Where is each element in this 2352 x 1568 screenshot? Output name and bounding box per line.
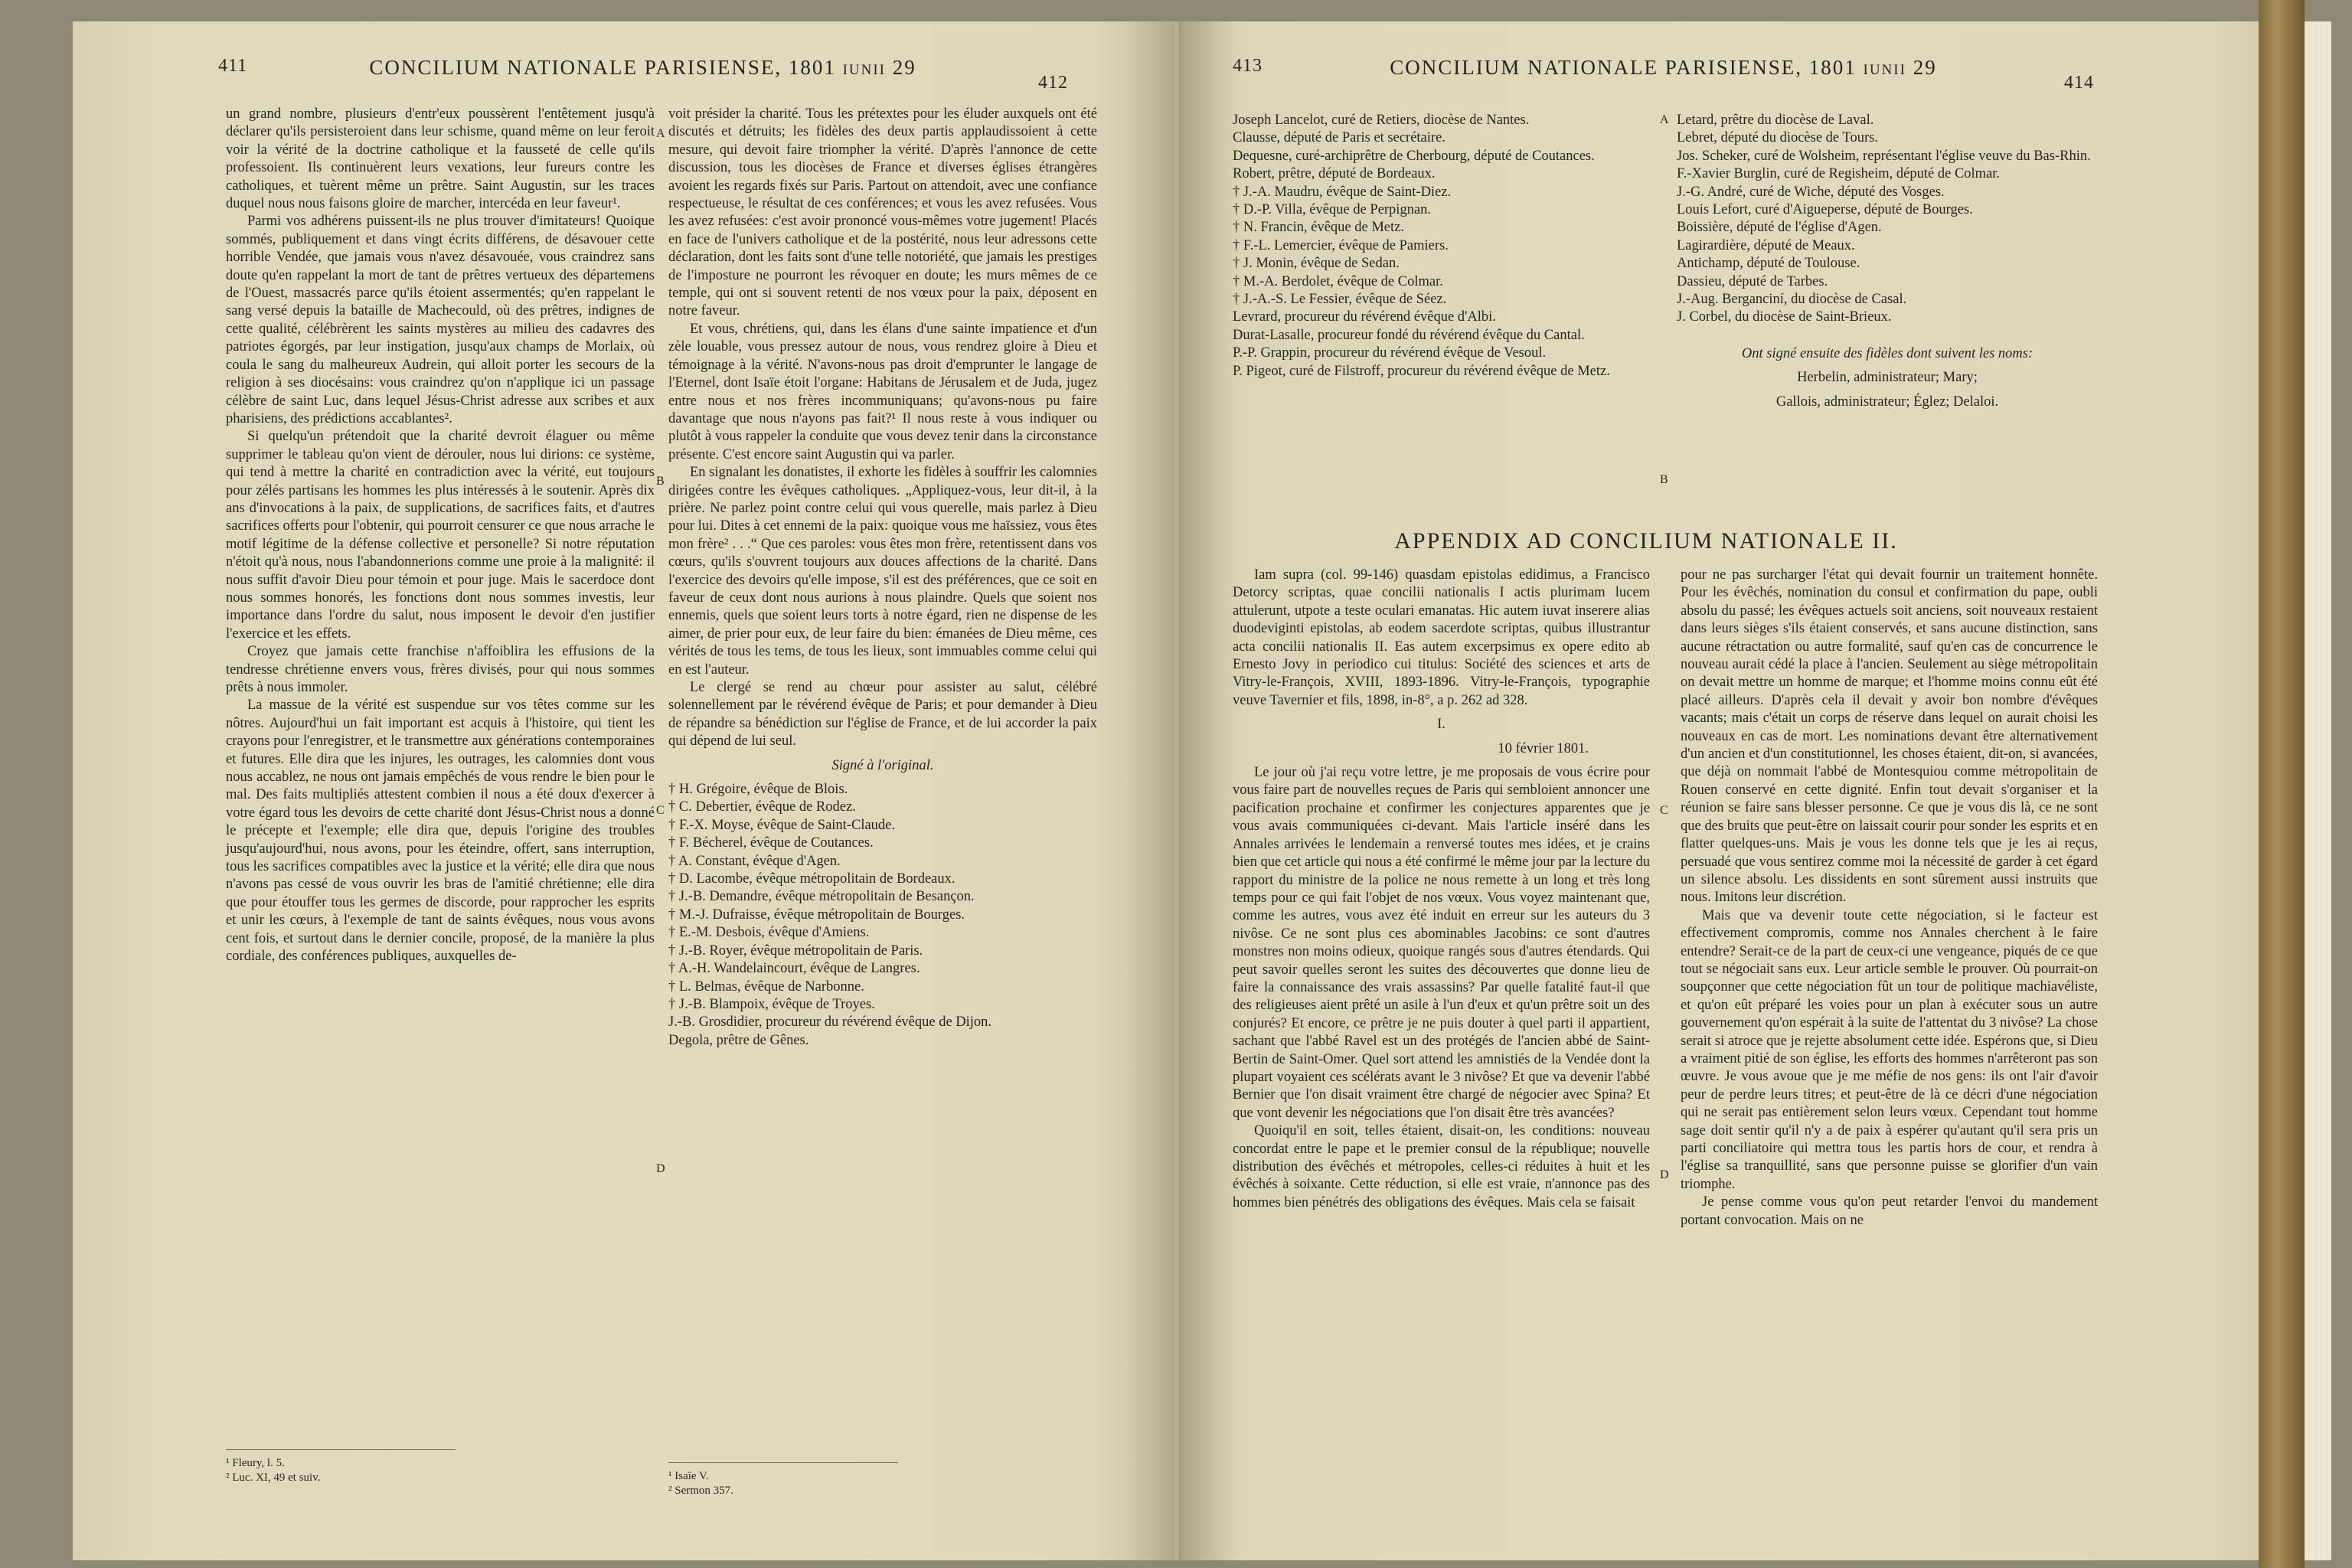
footnote: ² Luc. XI, 49 et suiv. [226, 1472, 321, 1484]
paragraph: En signalant les donatistes, il exhorte les fidèles à souffrir les calomnies dirigées contre les évêques catholiques. „Appliquez-vous, leur dit-il, à la prière. Ne parlez point contre celui qui vous querelle, mais parlez à Dieu pour lui. Dites à cet ennemi de la paix: quoique vous me haïssiez, vous êtes mon frère² . . .“ Que ces paroles: vous êtes mon frère, retentissent dans vos cœurs, qu'ils s'ouvrent toujours aux douces affections de la charité. Dans l'exercice des devoirs qu'elle impose, s'il est des préférences, que ce soit en faveur de ceux dont nous aurions à nous plaindre. Quels que soient nos ennemis, quels que soient leurs torts à notre égard, rien ne dispense de les aimer, de prier pour eux, de leur faire du bien: émanées de Dieu même, ces vérités de tous les tems, de tous les lieux, sont immuables comme celui qui en est l'auteur. [668, 465, 1097, 678]
signature-line: Lagirardière, député de Meaux. [1677, 237, 1855, 253]
signature-line: Dequesne, curé-archiprêtre de Cherbourg, député de Coutances. [1233, 148, 1595, 164]
signature-line: † J.-A. Maudru, évêque de Saint-Diez. [1233, 184, 1452, 200]
signature-line: † J.-B. Demandre, évêque métropolitain de Besançon. [668, 889, 975, 905]
letter-number: I. [1437, 717, 1446, 733]
left-page-header [218, 56, 1068, 102]
signature-line: Levrard, procureur du révérend évêque d'Albi. [1233, 309, 1496, 325]
paragraph: Parmi vos adhérens puissent-ils ne plus trouver d'imitateurs! Quoique sommés, publiquement et dans vingt écrits différens, de désavouer cette horrible Vendée, que jamais vous n'avez désavouée, vous craindrez sans doute qu'en rappelant la mort de tant de prêtres vertueux des départemens de l'Ouest, massacrés parce qu'ils étoient assermentés; qu'en rappelant le sang versé depuis la bataille de Machecould, où des prêtres, indignes de cette qualité, célébrèrent les saints mystères au milieu des cadavres des patriotes égorgés, par leur instigation, jusqu'aux champs de Morlaix, où coula le sang du malheureux Audrein, qui alloit porter les secours de la religion à ses diocésains: vous craindrez qu'on n'applique ici un passage célèbre de saint Luc, dans lequel Jésus-Christ adresse aux scribes et aux pharisiens, des prédictions accablantes². [226, 214, 655, 426]
signature-line: † N. Francin, évêque de Metz. [1233, 220, 1404, 236]
page-number-414: 414 [2064, 73, 2094, 93]
signature-line: J.-Aug. Berganciní, du diocèse de Casal. [1677, 292, 1907, 308]
paragraph: pour ne pas surcharger l'état qui devait fournir un traitement honnête. Pour les évêchés, nomination du consul et confirmation du pape, oubli absolu du passé; les évêques actuels soit anciens, soit nouveaux restaient dans leurs sièges s'ils étaient conservés, et sans aucune distinction, sans aucune rétractation ou autre formalité, sauf qu'en cas de concurrence le nouveau aurait cédé la place à l'ancien. Seulement au siège métropolitain on devait mettre un homme de marque; et l'homme moins connu eût été placé ailleurs. D'après cela il devait y avoir bon nombre d'évêques vacants; mais c'était un corps de réserve dans lequel on aurait choisi les nouveaux en cas de mort. Les nominations devant être alternativement d'un ancien et d'un constitutionnel, les choses étaient, dit-on, si avancées, que déjà on nommait l'abbé de Montesquiou comme métropolitain de Rouen conservé en cette dignité. Enfin tout devait s'organiser et la réunion se faire sans blesser personne. Ce que je vous dis là, ce ne sont que des bruits que peut-être on laissait courir pour sonder les esprits et en flatter quelques-uns. Mais je vous les donne tels que je les ai reçus, persuadé que vous sentirez comme moi la nécessité de garder à cet égard un silence absolu. Les dissidents en sont sûrement aussi instruits que nous. Imitons leur discrétion. [1681, 567, 2098, 906]
paragraph: Le jour où j'ai reçu votre lettre, je me proposais de vous écrire pour vous faire part de nouvelles reçues de Paris qui sembloient annoncer une pacification prochaine et confirmer les conjectures apparentes que je vous avais communiquées ci-devant. Mais l'article inséré dans les Annales arrivées le lendemain a renversé toutes mes idées, et je crains bien que cet article qui nous a été confirmé le même jour par la lecture du rapport du ministre de la police ne nous remette à un long et très long temps pour ce qui fait l'objet de nos vœux. Vous voyez maintenant que, comme les autres, vous avez été induit en erreur sur les auteurs du 3 nivôse. Ce ne sont plus ces abominables Jacobins: ce sont d'autres monstres non moins odieux, quoique rangés sous d'autres étendards. Qui peut savoir quelles seront les suites des découvertes que donne lieu de faire la connaissance des vrais assassins? Par quelle fatalité faut-il que des religieuses aient prêté un asile à l'un d'eux et qu'un prêtre soit un des conjurés? Et encore, ce prêtre je ne puis douter à quel parti il appartient, sachant que l'abbé Ravel est un des protégés de l'ancien abbé de Saint-Bertin de Saint-Omer. Quel sort attend les amnistiés de la Vendée dont la plupart voyaient ces scélérats avant le 3 nivôse? Et que va devenir l'abbé Bernier que l'on disait vraiment être chargé de négocier avec Spina? Et que vont devenir les négociations que l'on disait être très avancées? [1233, 765, 1651, 1121]
right-page [1179, 21, 2282, 1560]
paragraph: Le clergé se rend au chœur pour assister au salut, célébré solennellement par le révérend évêque de Paris; et pour demander à Dieu de répandre sa bénédiction sur l'église de France, et de lui accorder la paix qui dépend de lui seul. [668, 680, 1097, 750]
footnote: ¹ Fleury, l. 5. [226, 1457, 285, 1469]
footnote: ¹ Isaïe V. [668, 1470, 709, 1482]
signature-line: F.-Xavier Burglin, curé de Regisheim, député de Colmar. [1677, 166, 2001, 182]
signature-line: Jos. Scheker, curé de Wolsheim, représentant l'église veuve du Bas-Rhin. [1677, 148, 2091, 164]
signature-line: Letard, prêtre du diocèse de Laval. [1677, 113, 1874, 128]
signature-line: J. Corbel, du diocèse de Saint-Brieux. [1677, 309, 1892, 325]
signature-line: † A.-H. Wandelaincourt, évêque de Langres. [668, 961, 920, 977]
left-column-2 [638, 106, 1097, 1050]
signature-line: † M.-J. Dufraisse, évêque métropolitain de Bourges. [668, 906, 965, 923]
paragraph: Si quelqu'un prétendoit que la charité devroit élaguer ou même supprimer le tableau qu'on vient de dérouler, nous lui dirions: ce système, qui tend à mettre la charité en contradiction avec la vérité, eut toujours pour zélés partisans les hommes les plus intéressés à le soutenir. Après dix ans d'invocations à la paix, de supplications, de sacrifices faits, et d'autres sacrifices offerts pour l'obtenir, qui pourroit censurer ce que nous arrache le motif légitime de la défense collective et personelle? Si notre réputation n'étoit qu'à nous, nous l'abandonnerions comme une proie à la malignité: il nous suffit d'avoir Dieu pour témoin et pour juge. Mais le sacerdoce dont nous sommes honorés, les fonctions dont nous sommes investis, leur importance dans l'ordre du salut, nous imposent le devoir d'en justifier l'exercice et les effets. [226, 429, 655, 642]
margin-letter: B [1660, 473, 1668, 486]
margin-letter: D [1660, 1168, 1669, 1181]
signature-line: † F. Bécherel, évêque de Coutances. [668, 835, 874, 851]
paragraph: Croyez que jamais cette franchise n'affoiblira les effusions de la tendresse chrétienne envers vous, frères divisés, pour qui nous sommes prêts à nous immoler. [226, 644, 655, 695]
faithful-line: Herbelin, administrateur; Mary; [1797, 370, 1978, 386]
signature-line: † A. Constant, évêque d'Agen. [668, 853, 841, 869]
signature-line: † J.-B. Blampoix, évêque de Troyes. [668, 996, 875, 1012]
signature-line: † D. Lacombe, évêque métropolitain de Bordeaux. [668, 871, 956, 887]
signed-heading: Signé à l'original. [831, 757, 934, 773]
paragraph: Quoiqu'il en soit, telles étaient, disait-on, les conditions: nouveau concordat entre le pape et le premier consul de la république; nouvelle distribution des évêchés et métropoles, celles-ci réduites à huit et les évêchés à soixante. Cette réduction, si elle est vraie, n'annonce pas des hommes bien pénétrés des obligations des évêques. Mais cela se faisait [1233, 1123, 1650, 1210]
page-number-412: 412 [1037, 73, 1068, 93]
letter-date: 10 février 1801. [1498, 740, 1589, 756]
page-number-413: 413 [1233, 56, 1263, 76]
signature-line: † J.-A.-S. Le Fessier, évêque de Séez. [1233, 292, 1447, 308]
paragraph: un grand nombre, plusieurs d'entr'eux poussèrent l'entêtement jusqu'à déclarer qu'ils persisteroient dans leur schisme, quand même on leur feroit voir la vérité de la doctrine catholique et la fausseté de celle qu'ils professoient. Ils continuèrent leurs vexations, leur fureurs contre les catholiques, et tuèrent même un prêtre. Saint Augustin, sur les traces duquel nous nous faisons gloire de marcher, intercéda en leur faveur¹. [226, 106, 655, 212]
right-signatures-column-1 [1233, 112, 1650, 381]
signature-line: P. Pigeot, curé de Filstroff, procureur du révérend évêque de Metz. [1233, 363, 1610, 379]
right-column-1 [1233, 567, 1650, 1212]
signature-line: J.-B. Grosdidier, procureur du révérend évêque de Dijon. [668, 1014, 992, 1031]
signature-line: † J.-B. Royer, évêque métropolitain de Paris. [668, 942, 923, 959]
footnote: ² Sermon 357. [668, 1485, 733, 1497]
signature-line: Antichamp, député de Toulouse. [1677, 256, 1860, 272]
right-column-2 [1681, 567, 2098, 1230]
signature-line: Degola, prêtre de Gênes. [668, 1032, 809, 1048]
signature-line: Joseph Lancelot, curé de Retiers, diocèse de Nantes. [1233, 113, 1530, 128]
paragraph: La massue de la vérité est suspendue sur vos têtes comme sur les nôtres. Aujourd'hui un fait important est acquis à l'histoire, qui tient les crayons pour l'enregistrer, et le transmettre aux générations contemporaines et futures. Elle dira que les injures, les outrages, les calomnies dont vous nous accablez, ne nous ont jamais empêchés de vous rendre le bien pour le mal. Des faits multipliés attestent combien il nous a été doux d'exercer à votre égard tous les devoirs de cette charité dont Jésus-Christ nous a donné le précepte et l'exemple; elle dira que, depuis l'origine des troubles jusqu'aujourd'hui, nous avons, pour les éteindre, offert, sans interruption, tous les sacrifices compatibles avec la justice et la vérité; elle dira que nous n'avons pas cessé de vous ouvrir les bras de l'amitié chrétienne; elle dira que pour étouffer tous les germes de discorde, pour rapprocher les esprits et unir les cœurs, à l'exemple de tant de saints évêques, nous vous avons cent fois, et surtout dans le dernier concile, proposé, de la manière la plus cordiale, des conférences publiques, auxquelles de- [226, 697, 655, 965]
left-column-1 [226, 106, 655, 966]
book-cover-edge [2259, 0, 2305, 1568]
signature-line: P.-P. Grappin, procureur du révérend évêque de Vesoul. [1233, 345, 1547, 361]
signature-line: † J. Monin, évêque de Sedan. [1233, 256, 1400, 272]
margin-letter: D [656, 1162, 665, 1175]
paragraph: Et vous, chrétiens, qui, dans les élans d'une sainte impatience et d'un zèle louable, vous pressez autour de nous, vous rendrez gloire à Dieu et témoignage à la vérité. N'avons-nous pas droit d'emprunter le langage de l'Eternel, dont Isaïe étoit l'organe: Habitans de Jérusalem et de Juda, jugez entre nous et nos frères incommuniquans; qu'avons-nous pu faire davantage que nous n'ayons pas fait?¹ Il nous reste à vous indiquer ou plutôt à vous rappeler la conduite que vous devez tenir dans la circonstance présente. C'est encore saint Augustin qui va parler. [668, 321, 1097, 462]
right-signatures-column-2 [1677, 112, 2098, 417]
left-column-2-footnotes [668, 1462, 898, 1498]
signature-line: † D.-P. Villa, évêque de Perpignan. [1233, 202, 1432, 218]
signature-line: Boissière, député de l'église d'Agen. [1677, 220, 1882, 236]
signature-line: Louis Lefort, curé d'Aigueperse, député de Bourges. [1677, 202, 1973, 218]
signature-line: † M.-A. Berdolet, évêque de Colmar. [1233, 273, 1443, 289]
signature-line: † H. Grégoire, évêque de Blois. [668, 782, 848, 798]
signature-line: † F.-X. Moyse, évêque de Saint-Claude. [668, 817, 895, 833]
signature-line: Dassieu, député de Tarbes. [1677, 273, 1828, 289]
paragraph: voit présider la charité. Tous les prétextes pour les éluder auxquels ont été discutés et détruits; les fidèles des deux partis applaudissoient à cette mesure, qui devoit faire triompher la vérité. D'après l'annonce de cette discussion, tous les diocèses de France et diverses églises étrangères avoient les regards fixés sur Paris. Partout on attendoit, avec une confiance respectueuse, le résultat de ces conférences; et vous les avez refusées. Vous les avez refusées: c'est avoir prononcé vous-mêmes votre jugement! Placés en face de l'univers catholique et de la postérité, nous leur adressons cette déclaration, dont les faits sont d'une telle notoriété, que jamais les prestiges de l'imposture ne pourront les révoquer en doute; les murs mêmes de ce temple, qui ont si souvent retenti de nos vœux pour la paix, déposent en notre faveur. [668, 106, 1097, 319]
left-page [73, 21, 1175, 1560]
margin-letter: A [656, 127, 665, 140]
signature-line: † C. Debertier, évêque de Rodez. [668, 799, 856, 815]
appendix-intro: Iam supra (col. 99-146) quasdam epistolas edidimus, a Francisco Detorcy scriptas, quae concilii nationalis I actis plurimam lucem attulerunt, utpote a teste oculari emanatas. Hic autem iuvat inserere alias duodeviginti epistolas, ab eodem sacerdote scriptas, quibus illustrantur acta concilii nationalis II. Eas autem excerpsimus ex opere edito ab Ernesto Jovy in periodico cui titulus: Société des sciences et arts de Vitry-le-François, XVIII, 1893-1896. Vitry-le-François, typographie veuve Tavernier et fils, 1898, in-8°, a p. 262 ad 328. [1233, 567, 1650, 708]
signature-line: † E.-M. Desbois, évêque d'Amiens. [668, 925, 870, 941]
margin-letter: C [656, 804, 665, 817]
signature-line: † L. Belmas, évêque de Narbonne. [668, 978, 864, 995]
signature-line: Lebret, député du diocèse de Tours. [1677, 130, 1878, 146]
faithful-heading: Ont signé ensuite des fidèles dont suivent les noms: [1741, 345, 2034, 361]
margin-letter: C [1660, 804, 1668, 817]
faithful-line: Gallois, administrateur; Églez; Delaloi. [1775, 394, 1999, 410]
signature-line: Robert, prêtre, député de Bordeaux. [1233, 166, 1436, 182]
appendix-title: APPENDIX AD CONCILIUM NATIONALE II. [1394, 528, 1898, 554]
paragraph: Je pense comme vous qu'on peut retarder l'envoi du mandement portant convocation. Mais on ne [1681, 1194, 2098, 1228]
signature-line: Durat-Lasalle, procureur fondé du révérend évêque du Cantal. [1233, 327, 1585, 343]
paragraph: Mais que va devenir toute cette négociation, si le facteur est effectivement compromis, comme nos Annales cherchent à le faire entendre? Serait-ce de la part de ceux-ci une vengeance, piqués de ce que tout se négociait sans eux. Leur article semble le prouver. Où pourrait-on soupçonner que cette négociation fût un tour de politique machiavéliste, et qu'on eût préparé les voies pour un plan à exécuter sous un autre gouvernement qu'on espérait à la suite de l'attentat du 3 nivôse? La chose serait si atroce que je rejette absolument cette idée. Espérons que, si Dieu a vraiment pitié de son église, les efforts des hommes n'arrêteront pas son œuvre. Je vous avoue que je me méfie de nos gens: ils ont l'air d'avoir peur de perdre leurs titres; et peut-être de là ce décri d'une négociation qui ne serait pas entièrement selon leurs vœux. Cependant tout homme sage doit sentir qu'il n'y a de paix à espérer qu'autant qu'il sera pris un parti conciliatoire qui mettra tous les partis hors de cour, et rendra à l'église sa tranquillité, sans que personne puisse se glorifier d'un vain triomphe. [1681, 907, 2098, 1192]
running-title: CONCILIUM NATIONALE PARISIENSE, 1801 iunii 29 [1390, 56, 1937, 79]
signature-line: Clausse, député de Paris et secrétaire. [1233, 130, 1446, 146]
margin-letter: B [656, 475, 665, 488]
left-column-1-footnotes [226, 1449, 456, 1485]
book-spread [73, 21, 2282, 1560]
page-number-411: 411 [218, 56, 248, 76]
signature-line: J.-G. André, curé de Wiche, député des Vosges. [1677, 184, 1945, 200]
signature-line: † F.-L. Lemercier, évêque de Pamiers. [1233, 237, 1449, 253]
margin-letter: A [1660, 113, 1669, 126]
right-page-header [1233, 56, 2094, 102]
running-title: CONCILIUM NATIONALE PARISIENSE, 1801 iunii 29 [369, 56, 916, 79]
